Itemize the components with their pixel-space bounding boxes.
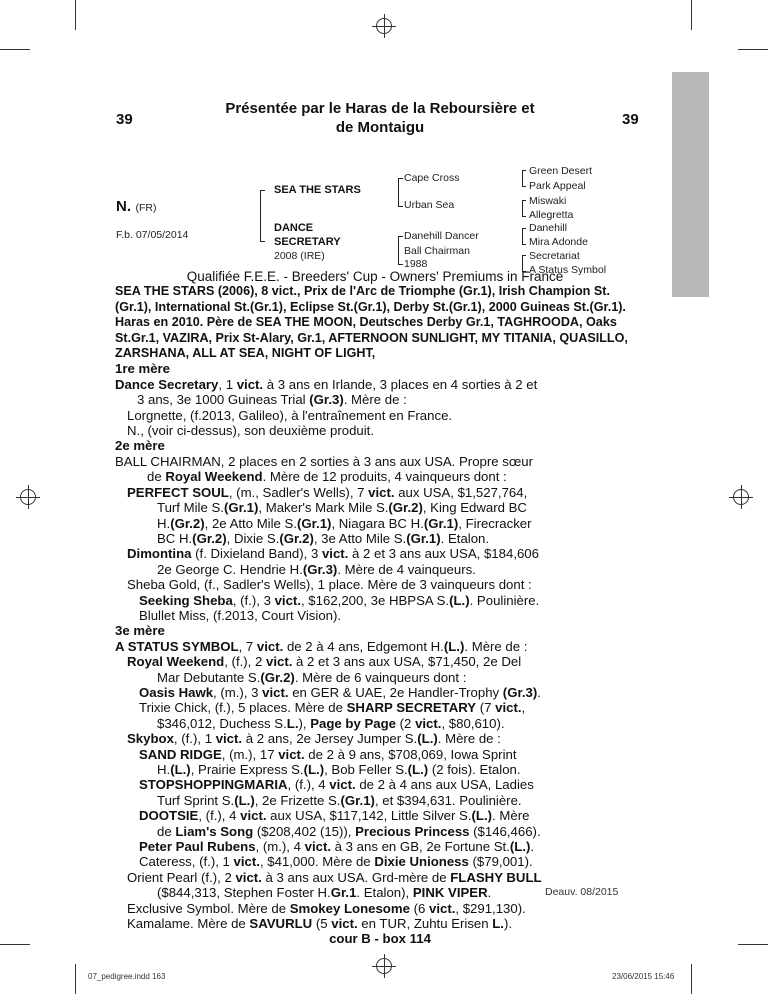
third-dam-produce: DOOTSIE, (f.), 4 vict. aux USA, $117,142, Little Silver S.(L.). Mère xyxy=(139,808,530,824)
third-dam-produce: Peter Paul Rubens, (m.), 4 vict. à 3 ans en GB, 2e Fortune St.(L.). xyxy=(139,839,535,855)
third-dam-produce: Kamalame. Mère de SAVURLU (5 vict. en TUR, Zuhtu Erisen L.). xyxy=(127,916,513,932)
side-tab xyxy=(672,72,709,297)
produce-1: Lorgnette, (f.2013, Galileo), à l'entraînement en France. xyxy=(127,407,453,423)
third-dam-produce: SAND RIDGE, (m.), 17 vict. de 2 à 9 ans, $708,069, Iowa Sprint xyxy=(139,746,517,762)
section-heading-1st-dam: 1re mère xyxy=(115,361,170,377)
title-line2: de Montaigu xyxy=(335,119,425,136)
crop-mark xyxy=(0,944,30,945)
crop-mark xyxy=(691,0,692,30)
crop-mark xyxy=(691,964,692,994)
file-slug: 07_pedigree.indd 163 xyxy=(88,972,166,981)
ped-dam-2: SECRETARY xyxy=(274,236,341,248)
third-dam-produce: Royal Weekend, (f.), 2 vict. à 2 et 3 ans aux USA, $71,450, 2e Del xyxy=(127,654,522,670)
ped-dds: Secretariat xyxy=(529,250,580,262)
second-dam-produce-cont: H.(Gr.2), 2e Atto Mile S.(Gr.1), Niagara BC H.(Gr.1), Firecracker xyxy=(157,515,532,531)
second-dam-produce: Dimontina (f. Dixieland Band), 3 vict. à 2 et 3 ans aux USA, $184,606 xyxy=(127,546,539,562)
ped-sire: SEA THE STARS xyxy=(274,184,361,196)
second-dam-produce-cont: 2e George C. Hendrie H.(Gr.3). Mère de 4 vainqueurs. xyxy=(157,561,476,577)
second-dam-cont: de Royal Weekend. Mère de 12 produits, 4 vainqueurs dont : xyxy=(147,469,507,485)
pedigree-bracket xyxy=(522,170,526,187)
third-dam-produce-cont: Mar Debutante S.(Gr.2). Mère de 6 vainqueurs dont : xyxy=(157,669,467,685)
second-dam-produce-cont: BC H.(Gr.2), Dixie S.(Gr.2), 3e Atto Mile S.(Gr.1). Etalon. xyxy=(157,530,490,546)
second-dam-produce-cont: Turf Mile S.(Gr.1), Maker's Mark Mile S.(Gr.2), King Edward BC xyxy=(157,500,527,516)
ped-dd: Ball Chairman xyxy=(404,245,470,257)
pedigree-bracket xyxy=(398,236,403,265)
location-line: cour B - box 114 xyxy=(329,931,431,947)
second-dam-produce-cont: Blullet Miss, (f.2013, Court Vision). xyxy=(139,607,342,623)
page-title xyxy=(170,99,590,137)
source-note: Deauv. 08/2015 xyxy=(545,886,619,898)
third-dam-produce: Orient Pearl (f.), 2 vict. à 3 ans aux USA. Grd-mère de FLASHY BULL xyxy=(127,869,542,885)
dam-paragraph: Dance Secretary, 1 vict. à 3 ans en Irlande, 3 places en 4 sorties à 2 et xyxy=(115,376,538,392)
crop-mark xyxy=(0,49,30,50)
produce-2: N., (voir ci-dessus), son deuxième produit. xyxy=(127,423,374,439)
third-dam-paragraph: A STATUS SYMBOL, 7 vict. de 2 à 4 ans, Edgemont H.(L.). Mère de : xyxy=(115,638,528,654)
third-dam-produce: Cateress, (f.), 1 vict., $41,000. Mère de Dixie Unioness ($79,001). xyxy=(139,854,533,870)
third-dam-produce: STOPSHOPPINGMARIA, (f.), 4 vict. de 2 à 4 ans aux USA, Ladies xyxy=(139,777,534,793)
section-heading-2nd-dam: 2e mère xyxy=(115,438,165,454)
crop-mark xyxy=(75,0,76,30)
dam-paragraph-cont: 3 ans, 3e 1000 Guineas Trial (Gr.3). Mère de : xyxy=(137,392,407,408)
registration-mark-icon xyxy=(20,489,36,505)
lot-number-left: 39 xyxy=(116,111,133,128)
third-dam-produce: Oasis Hawk, (m.), 3 vict. en GER & UAE, 2e Handler-Trophy (Gr.3). xyxy=(139,684,541,700)
third-dam-produce-cont: de Liam's Song ($208,402 (15)), Precious Princess ($146,466). xyxy=(157,823,541,839)
second-dam-produce: PERFECT SOUL, (m., Sadler's Wells), 7 vict. aux USA, $1,527,764, xyxy=(127,484,528,500)
ped-dss: Danehill xyxy=(529,222,567,234)
section-heading-3rd-dam: 3e mère xyxy=(115,623,165,639)
third-dam-produce-cont: Turf Sprint S.(L.), 2e Frizette S.(Gr.1), et $394,631. Poulinière. xyxy=(157,792,522,808)
third-dam-produce-cont: ($844,313, Stephen Foster H.Gr.1. Etalon), PINK VIPER. xyxy=(157,885,492,901)
crop-mark xyxy=(738,944,768,945)
third-dam-produce-cont: $346,012, Duchess S.L.), Page by Page (2 vict., $80,610). xyxy=(157,715,505,731)
pedigree-bracket xyxy=(398,178,403,207)
registration-mark-icon xyxy=(733,489,749,505)
pedigree-bracket xyxy=(260,190,265,242)
registration-mark-icon xyxy=(376,958,392,974)
horse-name: N. xyxy=(116,198,131,215)
ped-ss: Cape Cross xyxy=(404,172,460,184)
crop-mark xyxy=(75,964,76,994)
ped-ssd: Park Appeal xyxy=(529,180,586,192)
registration-mark-icon xyxy=(376,18,392,34)
ped-ddd: A Status Symbol xyxy=(529,264,607,276)
print-date: 23/06/2015 15:46 xyxy=(612,972,675,981)
third-dam-produce: Skybox, (f.), 1 vict. à 2 ans, 2e Jersey Jumper S.(L.). Mère de : xyxy=(127,731,501,747)
second-dam-paragraph: BALL CHAIRMAN, 2 places en 2 sorties à 3 ans aux USA. Propre sœur xyxy=(115,453,534,469)
horse-country: (FR) xyxy=(135,202,157,214)
qualification-line: Qualifiée F.E.E. - Breeders' Cup - Owners' Premiums in France xyxy=(186,269,564,284)
pedigree-bracket xyxy=(522,228,526,245)
sire-paragraph: SEA THE STARS (2006), 8 vict., Prix de l'Arc de Triomphe (Gr.1), Irish Champion St.(Gr.1), International St.(Gr.1), Eclipse St.(Gr.1), Derby St.(Gr.1), 2000 Guineas St.(Gr.1). Haras en 2010. Père de SEA THE MOON, Deutsches Derby Gr.1, TAGHROODA, Oaks St.Gr.1, VAZIRA, Prix St-Alary, Gr.1, AFTERNOON SUNLIGHT, MY TITANIA, QUASILLO, ZARSHANA, ALL AT SEA, NIGHT OF LIGHT, xyxy=(115,284,628,361)
crop-mark xyxy=(738,49,768,50)
horse-name-block xyxy=(116,198,156,216)
ped-sdd: Allegretta xyxy=(529,209,574,221)
title-line1: Présentée par le Haras de la Reboursière et xyxy=(225,100,535,117)
second-dam-produce: Sheba Gold, (f., Sadler's Wells), 1 place. Mère de 3 vainqueurs dont : xyxy=(127,577,532,593)
horse-foaled: F.b. 07/05/2014 xyxy=(116,229,189,241)
second-dam-produce-cont: Seeking Sheba, (f.), 3 vict., $162,200, 3e HBPSA S.(L.). Poulinière. xyxy=(139,592,540,608)
third-dam-produce: Exclusive Symbol. Mère de Smokey Lonesome (6 vict., $291,130). xyxy=(127,900,526,916)
ped-sds: Miswaki xyxy=(529,195,567,207)
pedigree-bracket xyxy=(522,200,526,217)
pedigree-body xyxy=(115,269,645,947)
ped-sd: Urban Sea xyxy=(404,199,455,211)
third-dam-produce: Trixie Chick, (f.), 5 places. Mère de SHARP SECRETARY (7 vict., xyxy=(139,700,526,716)
third-dam-produce-cont: H.(L.), Prairie Express S.(L.), Bob Feller S.(L.) (2 fois). Etalon. xyxy=(157,762,521,777)
ped-sss: Green Desert xyxy=(529,165,593,177)
ped-dam-info: 2008 (IRE) xyxy=(274,250,325,262)
ped-ds: Danehill Dancer xyxy=(404,230,479,242)
ped-dsd: Mira Adonde xyxy=(529,236,588,248)
ped-dd-year: 1988 xyxy=(404,258,428,270)
lot-number-right: 39 xyxy=(622,111,639,128)
ped-dam: DANCE xyxy=(274,222,314,234)
